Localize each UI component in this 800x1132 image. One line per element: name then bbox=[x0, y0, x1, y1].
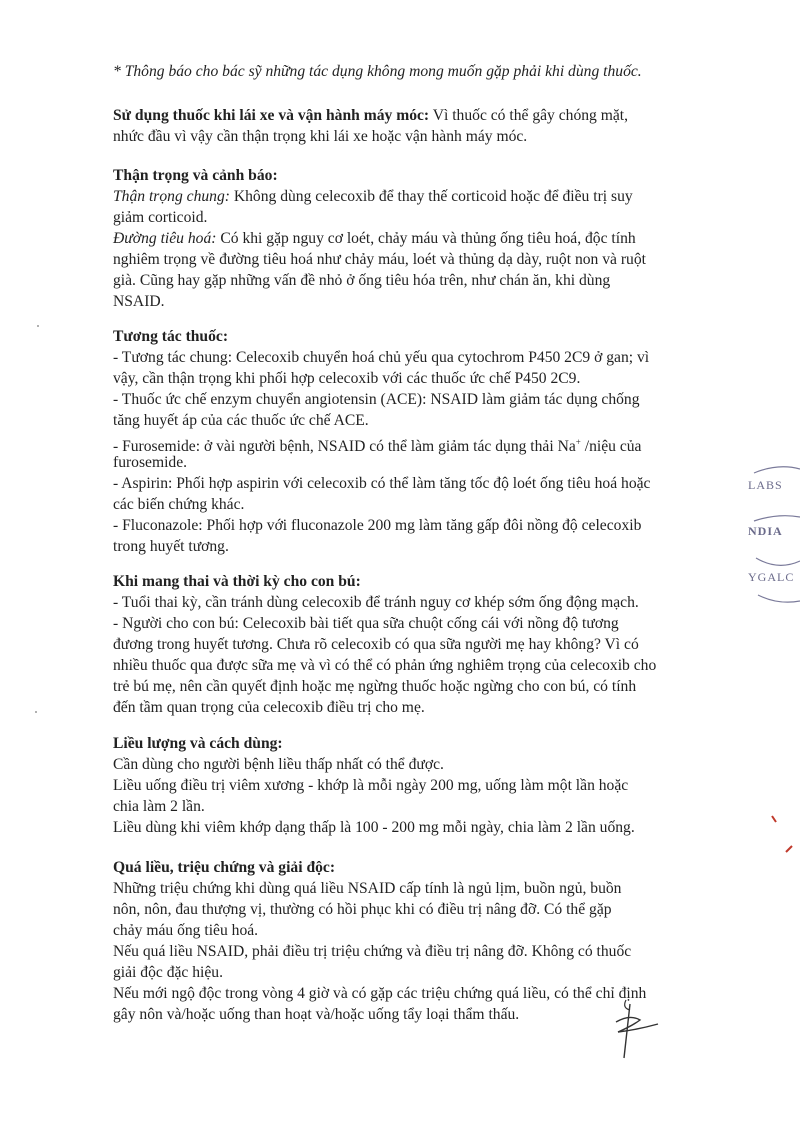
pregnancy-line-6: đến tầm quan trọng của celecoxib điều trị cho mẹ. bbox=[113, 699, 425, 716]
interactions-line-3: - Thuốc ức chế enzym chuyển angiotensin (ACE): NSAID làm giảm tác dụng chống bbox=[113, 391, 640, 408]
pregnancy-line-5: trẻ bú mẹ, nên cần quyết định hoặc mẹ ngừng thuốc hoặc ngừng cho con bú, có tính bbox=[113, 678, 637, 695]
overdose-line-3: chảy máu ống tiêu hoá. bbox=[113, 922, 259, 939]
caution-gi-line-2: nghiêm trọng về đường tiêu hoá như chảy máu, loét và thủng dạ dày, ruột non và ruột bbox=[113, 251, 646, 268]
caution-heading: Thận trọng và cảnh báo: bbox=[113, 167, 278, 184]
overdose-heading: Quá liều, triệu chứng và giải độc: bbox=[113, 859, 336, 876]
overdose-line-5: giải độc đặc hiệu. bbox=[113, 964, 223, 981]
overdose-line-7: gây nôn và/hoặc uống than hoạt và/hoặc uống tẩy loại thẩm thấu. bbox=[113, 1006, 520, 1023]
pregnancy-line-2: - Người cho con bú: Celecoxib bài tiết qua sữa chuột cống cái với nồng độ tương bbox=[113, 615, 619, 632]
interactions-line-7: - Aspirin: Phối hợp aspirin với celecoxib có thể làm tăng tốc độ loét ống tiêu hoá hoặc bbox=[113, 475, 651, 492]
stamp-text-2: NDIA bbox=[748, 524, 783, 538]
dosage-line-1: Cần dùng cho người bệnh liều thấp nhất có thể được. bbox=[113, 756, 444, 773]
interactions-line-9: - Fluconazole: Phối hợp với fluconazole 200 mg làm tăng gấp đôi nồng độ celecoxib bbox=[113, 517, 642, 534]
overdose-line-1: Những triệu chứng khi dùng quá liều NSAID cấp tính là ngủ lịm, buồn ngủ, buồn bbox=[113, 880, 622, 897]
caution-general-line-2: giảm corticoid. bbox=[113, 209, 208, 226]
pregnancy-line-1: - Tuổi thai kỳ, cần tránh dùng celecoxib để tránh nguy cơ khép sớm ống động mạch. bbox=[113, 594, 639, 611]
interactions-heading: Tương tác thuốc: bbox=[113, 328, 229, 345]
interactions-line-8: các biến chứng khác. bbox=[113, 496, 245, 513]
caution-general-text: Không dùng celecoxib để thay thế corticoid hoặc để điều trị suy bbox=[229, 188, 633, 205]
stamp-text-1: LABS bbox=[748, 478, 783, 492]
interactions-line-4: tăng huyết áp của các thuốc ức chế ACE. bbox=[113, 412, 369, 429]
scan-specks bbox=[30, 320, 50, 720]
driving-heading: Sử dụng thuốc khi lái xe và vận hành máy móc: bbox=[113, 107, 430, 124]
interactions-line-10: trong huyết tương. bbox=[113, 538, 229, 555]
caution-gi-label: Đường tiêu hoá: bbox=[113, 230, 217, 247]
intro-note: * Thông báo cho bác sỹ những tác dụng không mong muốn gặp phải khi dùng thuốc. bbox=[113, 63, 642, 80]
caution-gi-line-3: già. Cũng hay gặp những vấn đề nhỏ ở ống tiêu hóa trên, như chán ăn, khi dùng bbox=[113, 272, 611, 289]
overdose-line-4: Nếu quá liều NSAID, phải điều trị triệu chứng và điều trị nâng đỡ. Không có thuốc bbox=[113, 943, 632, 960]
driving-text-1: Vì thuốc có thể gây chóng mặt, bbox=[429, 107, 629, 124]
dosage-line-4: Liều dùng khi viêm khớp dạng thấp là 100 - 200 mg mỗi ngày, chia làm 2 lần uống. bbox=[113, 819, 635, 836]
driving-line-2: nhức đầu vì vậy cần thận trọng khi lái xe hoặc vận hành máy móc. bbox=[113, 128, 528, 145]
stamp-text-3: YGALC bbox=[748, 570, 795, 584]
signature-mark bbox=[596, 996, 676, 1066]
overdose-line-6: Nếu mới ngộ độc trong vòng 4 giờ và có gặp các triệu chứng quá liều, có thể chỉ định bbox=[113, 985, 647, 1002]
pregnancy-heading: Khi mang thai và thời kỳ cho con bú: bbox=[113, 573, 361, 590]
overdose-line-2: nôn, nôn, đau thượng vị, thường có hồi phục khi có điều trị nâng đỡ. Có thể gặp bbox=[113, 901, 612, 918]
driving-line-1 bbox=[113, 106, 733, 126]
interactions-line-2: vậy, cần thận trọng khi phối hợp celecoxib với các thuốc ức chế P450 2C9. bbox=[113, 370, 581, 387]
dosage-heading: Liều lượng và cách dùng: bbox=[113, 735, 283, 752]
caution-general-label: Thận trọng chung: bbox=[113, 188, 230, 205]
interactions-line-1: - Tương tác chung: Celecoxib chuyển hoá chủ yếu qua cytochrom P450 2C9 ở gan; vì bbox=[113, 349, 650, 366]
caution-gi-text: Có khi gặp nguy cơ loét, chảy máu và thủng ống tiêu hoá, độc tính bbox=[216, 230, 636, 247]
dosage-line-3: chia làm 2 lần. bbox=[113, 798, 205, 815]
pregnancy-line-3: đương trong huyết tương. Chưa rõ celecoxib có qua sữa người mẹ hay không? Vì có bbox=[113, 636, 639, 653]
caution-gi-line-4: NSAID. bbox=[113, 293, 165, 310]
interactions-line-5a: - Furosemide: ở vài người bệnh, NSAID có thể làm giảm tác dụng thải Na bbox=[113, 438, 576, 456]
dosage-line-2: Liều uống điều trị viêm xương - khớp là mỗi ngày 200 mg, uống làm một lần hoặc bbox=[113, 777, 629, 794]
caution-gi-line-1 bbox=[113, 229, 733, 249]
red-pen-marks bbox=[768, 812, 798, 856]
caution-general-line-1 bbox=[113, 187, 733, 207]
interactions-line-6: furosemide. bbox=[113, 454, 188, 471]
pregnancy-line-4: nhiều thuốc qua được sữa mẹ và vì có thể có phản ứng nghiêm trọng của celecoxib cho bbox=[113, 657, 657, 674]
interactions-line-5b: /niệu của bbox=[580, 438, 642, 456]
sodium-superscript: + bbox=[575, 437, 581, 447]
